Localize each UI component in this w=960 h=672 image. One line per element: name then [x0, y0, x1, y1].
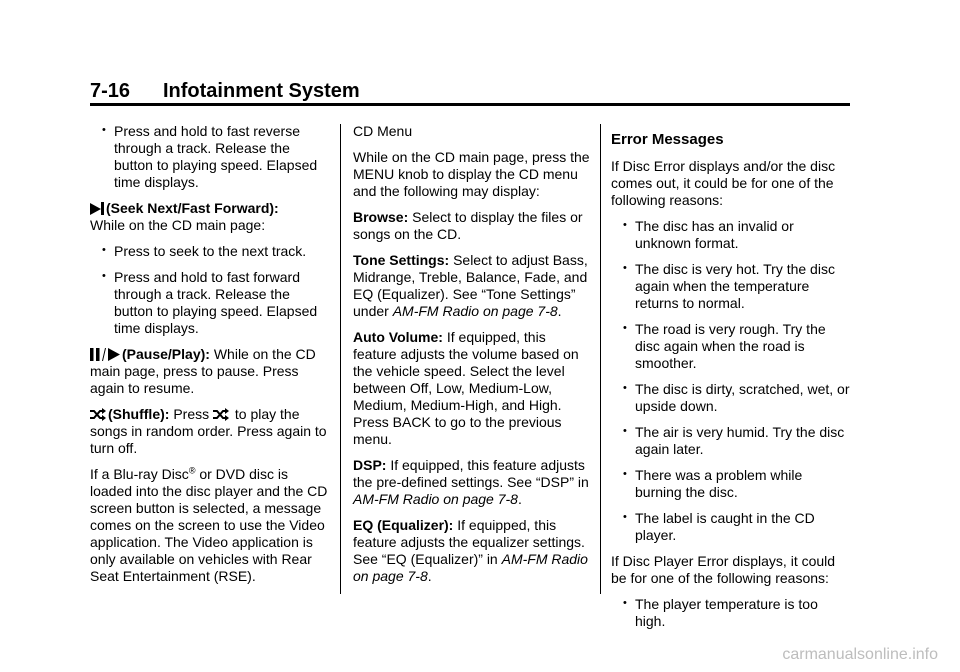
list-item: • The disc is very hot. Try the disc again when the temperature returns to normal.	[623, 261, 835, 311]
list-item: • Press and hold to fast reverse through a track. Release the button to playing speed. Elapsed time displays.	[102, 123, 318, 190]
disc-error-intro: If Disc Error displays and/or the disc comes out, it could be for one of the following reasons:	[611, 158, 836, 208]
cross-reference-link: AM-FM Radio on page 7-8	[392, 303, 558, 319]
eq-paragraph: EQ (Equalizer): If equipped, this feature adjusts the equalizer settings. See “EQ (Equalizer)” in AM-FM Radio on page 7-8.	[353, 517, 588, 584]
bluray-paragraph: If a Blu-ray Disc® or DVD disc is loaded into the disc player and the CD screen button is selected, a message comes on the screen to use the Video application. The Video application is only available on vehicles with Rear Seat Entertainment (RSE).	[90, 465, 328, 584]
list-item: • The air is very humid. Try the disc again later.	[623, 424, 845, 457]
bullet-icon: •	[623, 425, 627, 437]
list-item: • The disc is dirty, scratched, wet, or upside down.	[623, 381, 850, 414]
bullet-icon: •	[102, 124, 106, 136]
list-item: • The disc has an invalid or unknown format.	[623, 218, 794, 251]
column-divider-1	[340, 124, 341, 594]
list-item: • The player temperature is too high.	[623, 596, 818, 629]
dsp-paragraph: DSP: If equipped, this feature adjusts the pre-defined settings. See “DSP” in AM-FM Radio on page 7-8.	[353, 457, 589, 507]
list-item: • There was a problem while burning the disc.	[623, 467, 803, 500]
cross-reference-link: AM-FM Radio on page 7-8	[353, 551, 588, 584]
registered-mark: ®	[188, 465, 196, 476]
shuffle-icon	[213, 408, 229, 421]
list-item: • Press to seek to the next track.	[102, 243, 307, 259]
error-messages-heading: Error Messages	[611, 131, 724, 148]
list-item: • Press and hold to fast forward through a track. Release the button to playing speed. Elapsed time displays.	[102, 269, 318, 336]
browse-paragraph: Browse: Select to display the files or songs on the CD.	[353, 209, 583, 242]
tone-settings-paragraph: Tone Settings: Select to adjust Bass, Midrange, Treble, Balance, Fade, and EQ (Equalizer). See “Tone Settings” under AM-FM Radio on page 7-8.	[353, 252, 588, 319]
auto-volume-paragraph: Auto Volume: If equipped, this feature adjusts the volume based on the vehicle speed. Select the level between Off, Low, Medium-Low, Medium, Medium-High, and High. Press BACK to go to the previous menu.	[353, 329, 579, 447]
column-divider-2	[600, 124, 601, 594]
bullet-icon: •	[623, 468, 627, 480]
pause-play-icon	[90, 348, 120, 361]
seek-next-paragraph: (Seek Next/Fast Forward): While on the CD main page:	[90, 200, 279, 233]
bullet-icon: •	[623, 597, 627, 609]
bullet-icon: •	[102, 244, 106, 256]
player-error-intro: If Disc Player Error displays, it could be for one of the following reasons:	[611, 553, 836, 586]
disc-error-list	[611, 218, 851, 544]
pause-play-paragraph: (Pause/Play): While on the CD main page, press to pause. Press again to resume.	[90, 346, 316, 396]
cd-menu-intro: While on the CD main page, press the MENU knob to display the CD menu and the following may display:	[353, 149, 590, 199]
list-item: • The road is very rough. Try the disc again when the road is smoother.	[623, 321, 826, 371]
shuffle-icon	[90, 408, 106, 421]
column-1	[90, 123, 330, 594]
bullet-icon: •	[623, 382, 627, 394]
cross-reference-link: AM-FM Radio on page 7-8	[353, 491, 518, 507]
bullet-icon: •	[623, 262, 627, 274]
column-2	[353, 123, 593, 594]
section-title: Infotainment System	[163, 80, 360, 102]
list-item: • The label is caught in the CD player.	[623, 510, 815, 543]
bullet-icon: •	[623, 219, 627, 231]
watermark: carmanualsonline.info	[782, 646, 938, 663]
page-number: 7-16	[90, 80, 131, 102]
bullet-icon: •	[623, 511, 627, 523]
seek-next-icon	[90, 202, 104, 215]
shuffle-paragraph: (Shuffle): Press to play the songs in random order. Press again to turn off.	[90, 406, 327, 456]
cd-menu-heading: CD Menu	[353, 123, 413, 139]
bullet-icon: •	[623, 322, 627, 334]
header-rule	[90, 103, 850, 106]
bullet-icon: •	[102, 270, 106, 282]
column-3	[611, 123, 851, 639]
